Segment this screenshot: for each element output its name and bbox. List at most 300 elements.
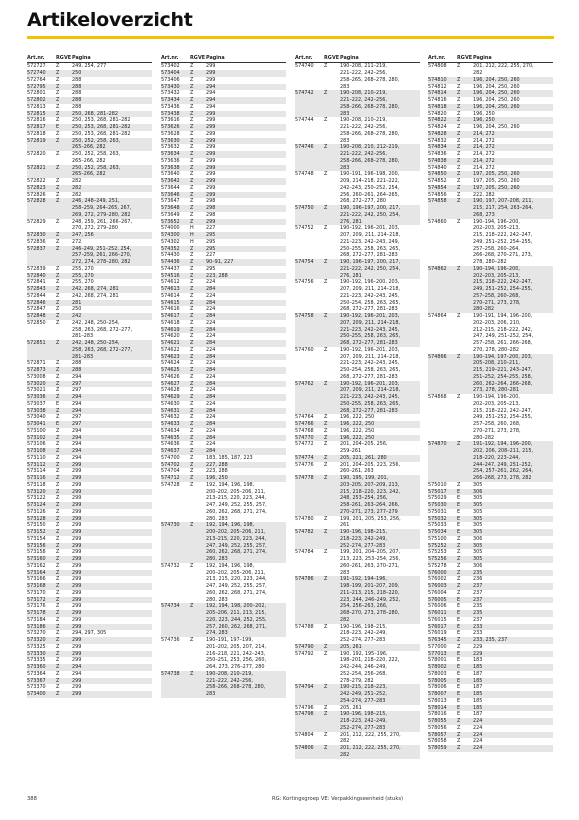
packaging-unit [198,185,206,192]
page-refs: 190–208, 210, 212–219, 221–222, 242–256, 258–266, 268–278, 280, 283 [340,144,400,171]
article-number: 573124 [27,502,46,508]
article-number: 572802 [27,97,46,103]
discount-group: Z [457,144,461,151]
discount-group: Z [324,576,328,583]
discount-group: E [457,603,461,610]
table-row [27,657,152,664]
discount-group: Z [56,130,60,137]
page-refs: 242, 248, 250–254, 258, 263, 268, 272–277, 281–283 [72,340,133,360]
page-refs: 242, 268, 274, 281 [72,286,119,292]
discount-group: Z [190,259,194,265]
table-row [428,637,553,644]
article-number: 578016 [428,711,447,718]
table-row [161,448,286,455]
table-row [27,603,152,610]
article-number: 572847 [27,306,46,313]
table-row [161,414,286,421]
article-number: 574629 [161,394,180,400]
article-number: 575253 [428,549,447,556]
discount-group: Z [190,670,194,677]
packaging-unit [198,117,206,124]
table-row [428,576,553,583]
article-number: 574792 [295,650,314,657]
packaging-unit [332,428,340,435]
packaging-unit [465,664,473,671]
packaging-unit [198,563,206,604]
discount-group: Z [457,481,461,488]
page-refs: 190, 195, 199, 201, 203–205, 207–209, 213, 215, 218–220, 223, 242, 248, 253–254, 256, 258–261, 263–264, 266, 270–271, 273, 277–279 [340,475,401,515]
page-refs: 305 [473,515,483,522]
table-row [161,475,286,482]
article-number: 573649 [161,211,180,218]
page-refs: 192, 194, 196, 198, 200–202, 205–206, 211, 213–215, 220, 223, 244, 247, 249, 252, 255, 257, 260, 262, 268, 271, 274, 280, 283 [206,522,267,562]
page-refs: 299 [72,481,82,488]
article-number: 574766 [295,421,314,427]
page-refs: 196, 204, 250, 260 [473,83,520,90]
packaging-unit [198,374,206,381]
article-number: 573038 [27,407,46,414]
article-number: 574754 [295,259,314,265]
discount-group: Z [324,117,328,124]
table-row [27,97,152,104]
page-refs: 297 [72,380,82,387]
discount-group: Z [56,677,60,684]
page-refs: 299 [72,637,82,643]
discount-group: Z [56,319,60,326]
article-number: 574740 [295,63,314,70]
table-row [428,489,553,496]
packaging-unit [198,603,206,637]
article-number: 574820 [428,110,447,117]
discount-group: Z [190,353,194,360]
article-number: 575034 [428,529,447,535]
table-row [295,428,420,435]
article-number: 574624 [161,360,180,367]
table-row [27,185,152,192]
table-row [295,225,420,259]
page-number: 388 [27,796,37,802]
article-number: 573172 [27,596,46,603]
discount-group: Z [457,157,461,164]
footer-legend: RG: Kortingsgroep VE: Verpakkingseenheid (stuks) [272,796,404,802]
article-number: 573112 [27,461,46,468]
table-row [27,536,152,543]
table-row [27,455,152,462]
table-row [161,421,286,428]
table-row [161,185,286,192]
article-number: 574742 [295,90,314,97]
article-number: 573164 [27,569,46,576]
discount-group: Z [56,650,60,657]
packaging-unit [465,563,473,570]
discount-group: Z [190,245,194,252]
article-number: 578058 [428,738,447,745]
packaging-unit [64,313,72,320]
packaging-unit [465,732,473,739]
page-refs: 190–215, 218–223, 242–249, 251–252, 254–274, 277–283 [340,684,387,704]
article-number: 574618 [161,319,180,326]
table-row [27,563,152,570]
table-row [428,732,553,739]
article-number: 572828 [27,198,46,205]
table-row [27,138,152,152]
page-refs: 250, 253, 268, 281–282 [72,124,131,130]
page-refs: 190, 196–197, 200, 217, 221–222, 242, 250, 254, 276, 281 [340,205,401,225]
discount-group: Z [324,549,328,556]
packaging-unit [198,219,206,226]
packaging-unit [465,313,473,354]
table-row [27,165,152,179]
packaging-unit [332,313,340,347]
article-number: 573647 [161,198,180,205]
header-ve: VE [64,55,72,61]
packaging-unit [64,286,72,293]
article-number: 574828 [428,130,447,137]
table-row [295,259,420,279]
table-row [161,158,286,165]
packaging-unit [64,435,72,442]
packaging-unit [332,549,340,576]
discount-group: Z [457,90,461,97]
discount-group: Z [56,292,60,299]
table-row [295,475,420,516]
article-number: 573652 [161,218,180,225]
discount-group: Z [457,218,461,225]
discount-group: E [457,623,461,630]
table-row [428,718,553,725]
discount-group: Z [190,178,194,184]
discount-group: Z [56,265,60,272]
page-refs: 299 [206,151,216,157]
table-row [161,441,286,448]
discount-group: Z [324,704,328,711]
table-row [428,597,553,604]
article-number: 574744 [295,117,314,124]
article-number: 574636 [161,441,180,448]
packaging-unit [64,219,72,233]
packaging-unit [64,651,72,658]
table-row [428,138,553,145]
discount-group: Z [56,684,60,691]
discount-group: Z [56,90,60,97]
table-row [428,266,553,313]
table-row [295,516,420,530]
article-number: 576003 [428,583,447,589]
discount-group: Z [457,151,461,157]
packaging-unit [332,90,340,117]
table-row [27,617,152,624]
packaging-unit [332,259,340,279]
packaging-unit [198,313,206,320]
page-refs: 224 [473,731,483,738]
discount-group: Z [457,637,461,643]
table-row [27,232,152,239]
packaging-unit [64,84,72,91]
discount-group: Z [190,252,194,259]
packaging-unit [198,347,206,354]
page-refs: 190–208, 210–219, 221–222, 242–256, 258–266, 268–278, 280, 283 [340,117,400,144]
table-row [295,705,420,712]
article-number: 572837 [27,245,46,252]
discount-group: Z [324,144,328,151]
packaging-unit [64,448,72,455]
discount-group: Z [56,63,60,70]
article-number: 572850 [27,319,46,326]
packaging-unit [198,97,206,104]
page-refs: 190–192, 196–201, 203, 207, 209, 211, 214–218, 221–223, 242–243, 245, 250–255, 258, 263, 265, 268, 272–277, 281–283 [340,380,401,414]
packaging-unit [198,320,206,327]
table-row [27,77,152,84]
page-refs: 196, 222, 250 [340,434,375,441]
discount-group: Z [457,353,461,360]
discount-group: Z [457,643,461,650]
page-refs: 224 [206,319,216,326]
article-number: 573110 [27,454,46,461]
packaging-unit [198,273,206,280]
packaging-unit [64,624,72,631]
page-refs: 294 [72,454,82,461]
packaging-unit [465,590,473,597]
page-refs: 205, 261 [340,643,362,650]
table-row [27,630,152,637]
page-refs: 299 [72,616,82,623]
discount-group: Z [56,387,60,394]
packaging-unit [465,219,473,266]
article-number: 573040 [27,414,46,421]
table-row [27,273,152,280]
discount-group: Z [56,340,60,346]
packaging-unit [465,711,473,718]
table-row [428,711,553,718]
page-refs: 187 [473,711,483,718]
packaging-unit [465,354,473,395]
table-row [428,97,553,104]
discount-group: Z [56,151,60,157]
page-refs: 294 [72,664,82,670]
article-number: 573648 [161,205,180,211]
packaging-unit [465,185,473,192]
article-number: 574730 [161,522,180,529]
discount-group: Z [56,427,60,434]
table-row [27,414,152,421]
table-row [161,374,286,381]
packaging-unit [198,637,206,671]
table-row [428,556,553,563]
packaging-unit [332,279,340,313]
discount-group: Z [324,441,328,448]
header-ve: VE [198,55,206,61]
packaging-unit [64,273,72,280]
table-row [27,266,152,273]
table-row [161,401,286,408]
packaging-unit [64,198,72,218]
page-refs: 183 [473,657,483,664]
article-number: 574822 [428,117,447,124]
discount-group: Z [190,333,194,340]
packaging-unit [465,266,473,313]
packaging-unit [465,738,473,745]
table-row [161,246,286,253]
article-number: 574758 [295,313,314,319]
page-refs: 299 [72,488,82,495]
article-number: 572740 [27,70,46,76]
packaging-unit [332,576,340,623]
article-number: 572829 [27,218,46,225]
article-number: 575030 [428,502,447,508]
table-row [161,293,286,300]
article-number: 575029 [428,495,447,502]
page-refs: 224 [206,292,216,299]
article-number: 576004 [428,589,447,596]
article-number: 574612 [161,279,180,286]
article-number: 573126 [27,508,46,515]
packaging-unit [465,583,473,590]
article-number: 572871 [27,360,46,367]
packaging-unit [198,671,206,698]
packaging-unit [465,597,473,604]
discount-group: E [457,650,461,657]
discount-group: Z [190,414,194,421]
discount-group: Z [190,481,194,488]
article-number: 574798 [295,711,314,718]
discount-group: E [56,124,60,130]
page-refs: 233, 235, 237 [473,637,508,643]
article-number: 574738 [161,670,180,677]
table-row [27,516,152,523]
page-refs: 288 [72,367,82,373]
index-column-3 [295,55,420,783]
article-number: 573120 [27,488,46,495]
packaging-unit [465,394,473,441]
page-refs: 299 [72,596,82,603]
article-number: 573630 [161,137,180,144]
table-row [161,354,286,361]
discount-group: Z [56,76,60,83]
packaging-unit [64,597,72,604]
packaging-unit [465,178,473,185]
page-refs: 201, 212, 222, 255, 270, 282 [340,745,401,758]
article-number: 573404 [161,70,180,76]
table-row [295,381,420,415]
article-number: 574637 [161,448,180,454]
page-refs: 224 [473,718,483,724]
page-refs: 233 [473,630,483,637]
page-refs: 224 [206,306,216,313]
discount-group: Z [190,151,194,157]
table-row [27,529,152,536]
discount-group: E [457,630,461,637]
page-refs: 187 [473,670,483,677]
article-number: 574626 [161,373,180,380]
table-row [428,482,553,489]
table-row [161,117,286,124]
packaging-unit [64,246,72,266]
discount-group: Z [190,76,194,83]
packaging-unit [198,340,206,347]
column-header [428,55,553,63]
article-number: 573102 [27,434,46,441]
discount-group: Z [457,542,461,549]
article-number: 573626 [161,124,180,130]
discount-group: Z [190,448,194,454]
article-number: 574748 [295,171,314,178]
table-row [161,340,286,347]
table-row [27,435,152,442]
article-number: 573150 [27,522,46,529]
packaging-unit [198,414,206,421]
article-number: 574627 [161,380,180,387]
table-row [428,590,553,597]
discount-group: Z [56,286,60,292]
packaging-unit [64,124,72,131]
table-row [27,448,152,455]
table-row [428,522,553,529]
article-number: 574622 [161,346,180,353]
packaging-unit [465,198,473,218]
table-row [161,462,286,469]
discount-group: Z [190,461,194,468]
discount-group: Z [56,394,60,400]
packaging-unit [198,468,206,475]
packaging-unit [64,576,72,583]
discount-group: Z [324,711,328,718]
page-refs: 284 [206,434,216,441]
discount-group: Z [190,603,194,610]
packaging-unit [198,394,206,401]
article-number: 572764 [27,76,46,83]
discount-group: Z [324,90,328,97]
table-row [161,637,286,671]
page-refs: 299 [206,63,216,70]
page-refs: 205, 261 [340,704,362,711]
packaging-unit [64,529,72,536]
page-refs: 224 [206,346,216,353]
article-number: 573036 [27,394,46,400]
packaging-unit [64,340,72,360]
page-refs: 249, 254, 277 [72,63,107,70]
discount-group: Z [190,70,194,76]
table-row [161,387,286,394]
article-number: 572836 [27,238,46,245]
table-row [161,144,286,151]
discount-group: Z [56,583,60,589]
packaging-unit [198,300,206,307]
discount-group: Z [56,191,60,198]
packaging-unit [64,367,72,374]
article-number: 573632 [161,144,180,151]
article-number: 574770 [295,434,314,441]
table-row [161,563,286,604]
page-refs: 294, 297, 305 [72,630,107,637]
table-row [428,185,553,192]
page-refs: 196, 222, 250 [340,427,375,434]
table-row [428,563,553,570]
table-row [428,192,553,199]
article-number: 574436 [161,259,180,265]
packaging-unit [198,178,206,185]
table-row [27,576,152,583]
table-row [428,745,553,752]
article-number: 573154 [27,535,46,542]
page-refs: 288 [72,360,82,367]
table-row [295,117,420,144]
article-number: 573360 [27,664,46,670]
article-number: 574616 [161,306,180,313]
page-refs: 192, 194, 196, 198, 200–202, 205–206, 211, 213, 215, 220, 223, 244, 247, 249, 252, 255, 257, 260, 262, 268, 271, 274, 280, 283 [206,562,267,603]
table-row [428,617,553,624]
packaging-unit [465,516,473,523]
packaging-unit [465,158,473,165]
